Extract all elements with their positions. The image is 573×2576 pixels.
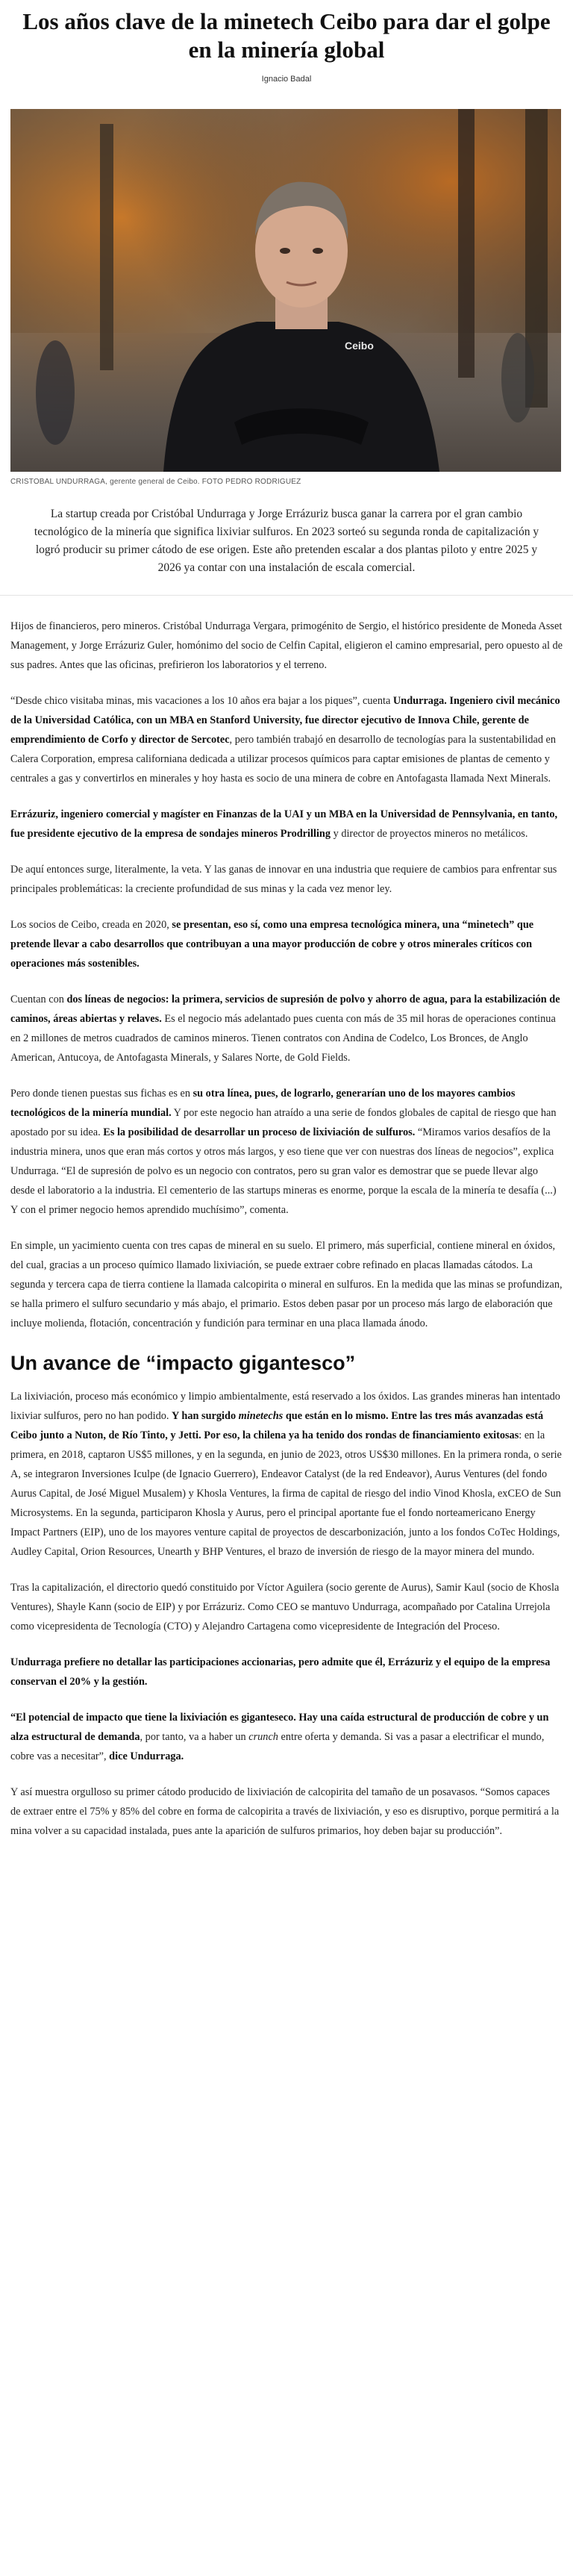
body-paragraph: [10, 805, 563, 843]
text-run: Los socios de Ceibo, creada en 2020,: [10, 919, 172, 931]
text-run: “Desde chico visitaba minas, mis vacaciones a los 10 años era bajar a los piques”, cuenta: [10, 695, 393, 707]
body-paragraph: [10, 1236, 563, 1333]
text-run: En simple, un yacimiento cuenta con tres capas de mineral en su suelo. El primero, más superficial, contiene mineral en óxidos, del cual, gracias a un proceso químico llamado lixiviación, se puede extraer cobre refinado en placas llamadas cátodos. La segunda y tercera capa de tierra contiene la llamada calcopirita o mineral en sulfuros. En la medida que las minas se profundizan, se halla primero el sulfuro secundario y más abajo, el primario. Estos deben pasar por un proceso más largo de elaboración que incluye molienda, flotación, concentración y fundición para terminar en una placa llamada ánodo.: [10, 1240, 563, 1329]
text-run: Pero donde tienen puestas sus fichas es en: [10, 1088, 193, 1100]
bold-run: su otra línea, pues, de lograrlo, generarían uno de los mayores cambios tecnológicos de la minería mundial.: [10, 1088, 516, 1119]
headline: Los años clave de la minetech Ceibo para dar el golpe en la minería global: [22, 8, 551, 63]
text-run: Y por este negocio han atraído a una serie de fondos globales de capital de riesgo que han apostado por su idea.: [10, 1107, 557, 1138]
text-run: De aquí entonces surge, literalmente, la veta. Y las ganas de innovar en una industria que requiere de cambios para enfrentar sus principales problemáticas: la creciente profundidad de sus minas y la cada vez menor ley.: [10, 864, 557, 895]
lead-photo-image: [10, 109, 561, 472]
body-paragraph: [10, 915, 563, 973]
body-paragraph: [10, 860, 563, 899]
divider: [0, 595, 573, 596]
text-run: , pero también trabajó en desarrollo de tecnologías para la sustentabilidad en Calera Corporation, empresa californiana dedicada a utilizar procesos químicos para captar emisiones de plantas de cemento y centrales a gas y convertirlos en minerales y hoy hasta es socio de una minera de cobre en Antofagasta llamada Next Minerals.: [10, 734, 557, 785]
text-run: y director de proyectos mineros no metálicos.: [331, 828, 528, 840]
text-run: Cuentan con: [10, 994, 67, 1005]
bold-run: que están en lo mismo. Entre las tres más avanzadas está Ceibo junto a Nuton, de Río Tinto, y Jetti. Por eso, la chilena ya ha tenido dos rondas de financiamiento exitosas: [10, 1410, 544, 1441]
body-paragraph: [10, 1578, 563, 1636]
text-run: Es el negocio más adelantado pues cuenta con más de 35 mil horas de operaciones continua en 2 millones de metros cuadrados de caminos mineros. Tienen contratos con Andina de Codelco, Los Bronces, de Anglo American, Antucoya, de Antofagasta Minerals, y Salares Norte, de Gold Fields.: [10, 1013, 556, 1064]
text-run: La lixiviación, proceso más económico y limpio ambientalmente, está reservado a los óxidos. Las grandes mineras han intentado lixiviar sulfuros, pero no han podido.: [10, 1391, 560, 1422]
text-run: entre oferta y demanda. Si vas a pasar a electrificar el mundo, cobre vas a necesitar”,: [10, 1731, 545, 1762]
text-run: “Miramos varios desafíos de la industria minera, unos que eran más cortos y otros más largos, y eso tiene que ver con nuestras dos líneas de negocios”, explica Undurraga. “El de supresión de polvo es un negocio con contratos, pero su gran valor es demostrar que se puede llevar algo desde el laboratorio a la industria. El cementerio de las startups mineras es enorme, porque la escala de la minería te desafía (...) Y con el primer negocio hemos aprendido muchísimo”, comenta.: [10, 1126, 557, 1216]
article-lead: La startup creada por Cristóbal Undurraga y Jorge Errázuriz busca ganar la carrera por el gran cambio tecnológico de la minería que significa lixiviar sulfuros. En 2023 sorteó su segunda ronda de capitalización y logró producir su primer cátodo de ese origen. Este año pretenden escalar a dos plantas piloto y entre 2025 y 2026 ya contar con una instalación de escala comercial.: [34, 508, 539, 574]
body-section-2: [10, 1387, 563, 1841]
body-paragraph: [10, 1084, 563, 1220]
bold-run: Y han surgido: [172, 1410, 239, 1422]
text-run: : en la primera, en 2018, captaron US$5 millones, y en la segunda, en junio de 2023, otros US$30 millones. En la primera ronda, o serie A, se integraron Inversiones Iculpe (de Ignacio Guerrero), Endeavor Catalyst (de la red Endeavor), Aurus Ventures (del fondo Aurus Capital, de José Miguel Musalem) y Khosla Ventures, la firma de capital de riesgo del indio Vinod Khosla, exCEO de Sun Microsystems. En la segunda, participaron Khosla y Aurus, pero el principal aportante fue el fondo norteamericano Energy Impact Partners (EIP), uno de los mayores venture capital de proyectos de descarbonización, junto a los fondos CoTec Holdings, Audley Capital, Orion Resources, Unearth y BHP Ventures, el brazo de inversión de riesgo de la mayor minera del mundo.: [10, 1429, 562, 1558]
body-paragraph: [10, 1783, 563, 1841]
text-run: Tras la capitalización, el directorio quedó constituido por Víctor Aguilera (socio gerente de Aurus), Samir Kaul (socio de Khosla Ventures), Shayle Kann (socio de EIP) y por Errázuriz. Como CEO se mantuvo Undurraga, acompañado por Catalina Urrejola como vicepresidenta de Tecnología (CTO) y Alejandro Cartagena como vicepresidente de Integración del Proceso.: [10, 1582, 560, 1632]
text-run: , por tanto, va a haber un: [140, 1731, 249, 1743]
bold-run: dice Undurraga.: [109, 1750, 184, 1762]
body-section-1: [10, 617, 563, 1333]
shirt-logo: Ceibo: [345, 340, 374, 352]
body-paragraph: [10, 691, 563, 788]
body-paragraph: [10, 1708, 563, 1766]
text-run: Hijos de financieros, pero mineros. Cristóbal Undurraga Vergara, primogénito de Sergio, el histórico presidente de Moneda Asset Management, y Jorge Errázuriz Guler, homónimo del socio de Celfin Capital, eligieron el camino empresarial, pero opuesto al de sus padres. Antes que las oficinas, prefirieron los laboratorios y el terreno.: [10, 620, 563, 671]
author-byline[interactable]: Ignacio Badal: [261, 75, 312, 84]
photo-caption: CRISTOBAL UNDURRAGA, gerente general de Ceibo. FOTO PEDRO RODRIGUEZ: [10, 478, 301, 486]
body-paragraph: [10, 990, 563, 1067]
article-body: [10, 617, 563, 1841]
bold-run: dos líneas de negocios: la primera, servicios de supresión de polvo y ahorro de agua, para la estabilización de caminos, áreas abiertas y relaves.: [10, 994, 560, 1025]
bold-run: Errázuriz, ingeniero comercial y magíster en Finanzas de la UAI y un MBA en la Universidad de Pennsylvania, en tanto, fue presidente ejecutivo de la empresa de sondajes mineros Prodrilling: [10, 808, 558, 840]
bold-run: Undurraga prefiere no detallar las participaciones accionarias, pero admite que él, Errázuriz y el equipo de la empresa conservan el 20% y la gestión.: [10, 1656, 551, 1688]
bold-run: Undurraga. Ingeniero civil mecánico de la Universidad Católica, con un MBA en Stanford University, fue director ejecutivo de Innova Chile, gerente de emprendimiento de Corfo y director de Sercotec: [10, 695, 560, 746]
lead-photo: [10, 109, 561, 472]
section-subhead: Un avance de “impacto gigantesco”: [10, 1352, 356, 1374]
bold-run: “El potencial de impacto que tiene la lixiviación es giganteseco. Hay una caída estructural de producción de cobre y un alza estructural de demanda: [10, 1712, 549, 1743]
italic-run: crunch: [248, 1731, 278, 1743]
body-paragraph: [10, 1387, 563, 1562]
bold-run: Es la posibilidad de desarrollar un proceso de lixiviación de sulfuros.: [103, 1126, 416, 1138]
bold-run: [239, 1410, 284, 1422]
body-paragraph: [10, 1653, 563, 1691]
bold-run: se presentan, eso sí, como una empresa tecnológica minera, una “minetech” que pretende llevar a cabo desarrollos que contribuyan a una mayor producción de cobre y otros minerales críticos con operaciones más sostenibles.: [10, 919, 534, 970]
text-run: Y así muestra orgulloso su primer cátodo producido de lixiviación de calcopirita del tamaño de un posavasos. “Somos capaces de extraer entre el 75% y 85% del cobre en forma de calcopirita a través de lixiviación, y eso es disruptivo, porque permitirá a la mina volver a su capacidad instalada, pues ante la aparición de sulfuros primarios, hoy deben bajar su producción”.: [10, 1786, 560, 1837]
body-paragraph: [10, 617, 563, 675]
italic-run: minetechs: [238, 1410, 284, 1422]
